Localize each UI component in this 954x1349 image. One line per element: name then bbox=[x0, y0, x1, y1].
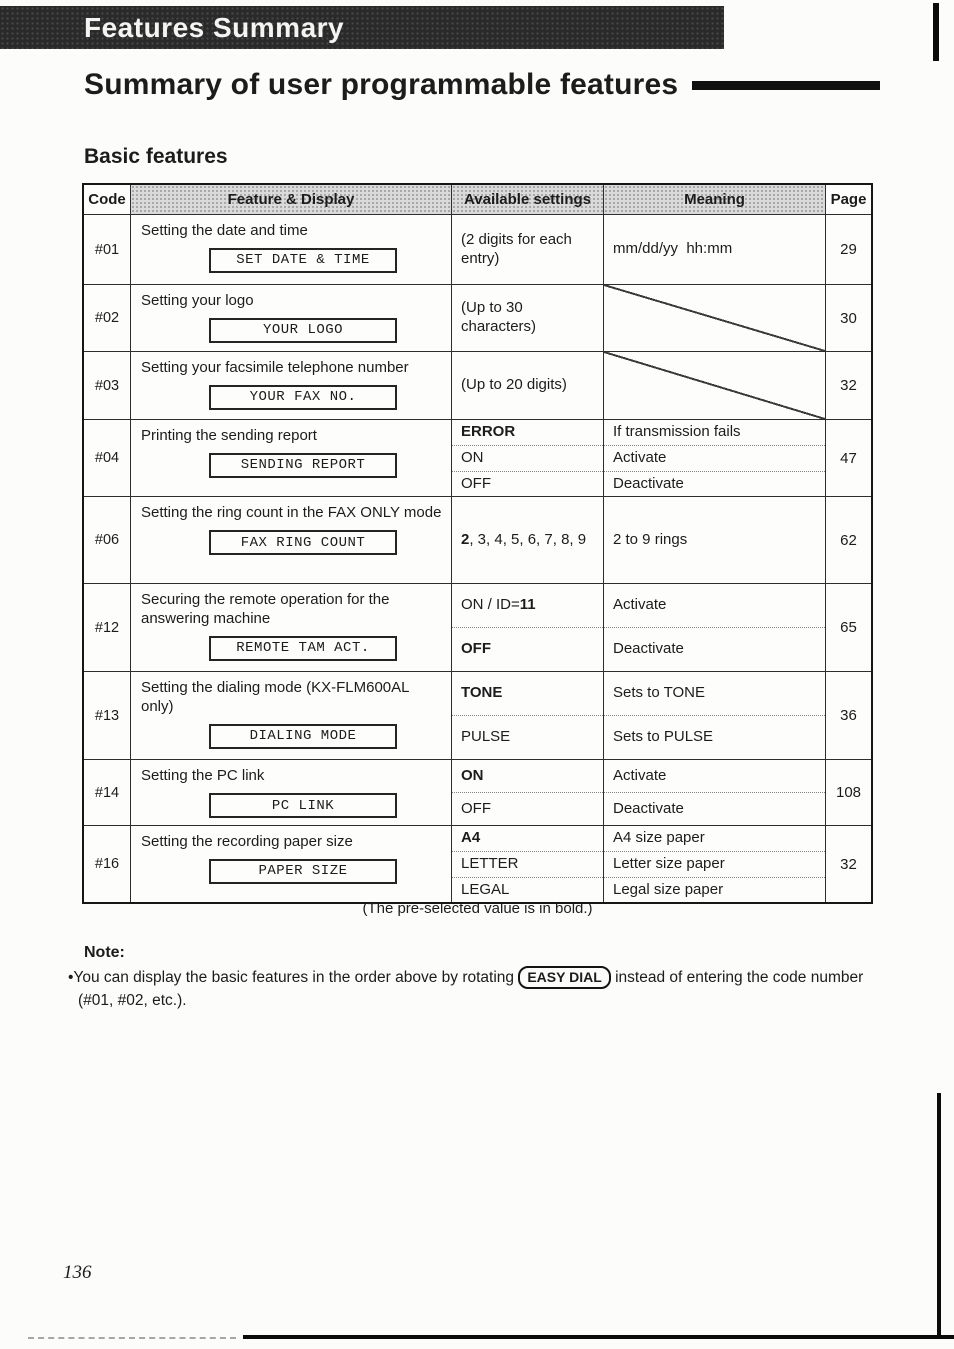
setting-option: LETTER bbox=[452, 851, 603, 877]
display-box bbox=[209, 318, 397, 343]
display-box bbox=[209, 859, 397, 884]
table-row bbox=[84, 583, 871, 671]
page-ref: 30 bbox=[825, 285, 871, 351]
note-text-pre: •You can display the basic features in the order above by rotating bbox=[68, 969, 519, 986]
feature-cell bbox=[130, 760, 451, 825]
header-page: Page bbox=[825, 185, 871, 214]
setting-option: 2 , 3, 4, 5, 6, 7, 8, 9 bbox=[461, 530, 587, 548]
note-label: Note: bbox=[84, 944, 125, 961]
feature-code: #12 bbox=[94, 619, 120, 636]
feature-cell bbox=[130, 497, 451, 583]
note-text-post: instead of entering the code number (#01, #02, etc.). bbox=[78, 969, 864, 1010]
feature-code: #03 bbox=[94, 377, 120, 394]
title-rule bbox=[692, 81, 880, 90]
meaning-text: mm/dd/yy hh:mm bbox=[613, 240, 733, 258]
feature-cell bbox=[130, 285, 451, 351]
meaning-cell bbox=[603, 215, 825, 284]
setting-option: TONE bbox=[461, 684, 503, 702]
feature-code: #02 bbox=[94, 310, 120, 326]
display-box bbox=[209, 453, 397, 478]
table-row bbox=[84, 419, 871, 496]
settings-cell bbox=[451, 826, 603, 902]
feature-description: Setting the ring count in the FAX ONLY mode bbox=[141, 504, 442, 522]
header-meaning: Meaning bbox=[603, 185, 825, 214]
page-ref: 62 bbox=[825, 497, 871, 583]
meaning-cell bbox=[603, 497, 825, 583]
settings-cell bbox=[451, 672, 603, 759]
chapter-banner bbox=[0, 6, 724, 49]
meaning-cell bbox=[603, 672, 825, 759]
display-text: FAX RING COUNT bbox=[240, 534, 366, 551]
display-text: SENDING REPORT bbox=[240, 457, 366, 474]
feature-code: #14 bbox=[94, 784, 120, 801]
feature-description: Setting the dialing mode (KX-FLM600AL only) bbox=[141, 679, 409, 715]
display-text: PC LINK bbox=[271, 797, 335, 814]
meaning-cell bbox=[603, 420, 825, 496]
page-ref: 32 bbox=[825, 352, 871, 419]
feature-description: Setting the recording paper size bbox=[141, 833, 353, 850]
page-ref: 32 bbox=[825, 826, 871, 902]
setting-option: OFF bbox=[452, 792, 603, 825]
meaning-text: Deactivate bbox=[604, 627, 825, 671]
setting-option: OFF bbox=[452, 627, 603, 671]
page-ref: 65 bbox=[825, 584, 871, 671]
display-text: YOUR FAX NO. bbox=[249, 389, 357, 406]
feature-cell bbox=[130, 352, 451, 419]
scan-artifact-bottom-rule bbox=[243, 1335, 954, 1339]
settings-cell bbox=[451, 420, 603, 496]
settings-cell bbox=[451, 584, 603, 671]
feature-code: #13 bbox=[94, 707, 120, 724]
setting-option: (Up to 20 digits) bbox=[461, 376, 567, 394]
feature-description: Setting your facsimile telephone number bbox=[141, 359, 409, 376]
display-text: SET DATE & TIME bbox=[236, 252, 370, 269]
meaning-cell bbox=[603, 285, 825, 351]
page-ref: 47 bbox=[825, 420, 871, 496]
feature-description: Printing the sending report bbox=[141, 427, 317, 444]
page-ref: 29 bbox=[825, 215, 871, 284]
table-caption: (The pre-selected value is in bold.) bbox=[362, 900, 593, 917]
easy-dial-button: EASY DIAL bbox=[518, 966, 610, 989]
settings-cell bbox=[451, 497, 603, 583]
display-text: DIALING MODE bbox=[249, 728, 357, 745]
display-box bbox=[209, 793, 397, 818]
feature-code: #01 bbox=[94, 241, 120, 258]
display-box bbox=[209, 248, 397, 273]
settings-cell bbox=[451, 215, 603, 284]
page-title-row bbox=[84, 68, 880, 102]
display-box bbox=[209, 636, 397, 661]
setting-option: LEGAL bbox=[452, 877, 603, 903]
table-body bbox=[84, 215, 871, 902]
meaning-text: Activate bbox=[604, 445, 825, 471]
setting-option: ERROR bbox=[461, 423, 516, 440]
scan-artifact-right-top bbox=[933, 3, 939, 61]
display-text: REMOTE TAM ACT. bbox=[236, 640, 370, 657]
header-code: Code bbox=[88, 191, 126, 208]
setting-option: (2 digits for each entry) bbox=[461, 230, 577, 267]
table-row bbox=[84, 215, 871, 284]
feature-cell bbox=[130, 420, 451, 496]
meaning-text: 2 to 9 rings bbox=[613, 530, 688, 548]
display-text: PAPER SIZE bbox=[258, 863, 348, 880]
settings-cell bbox=[451, 760, 603, 825]
feature-description: Setting the PC link bbox=[141, 767, 265, 785]
section-title: Basic features bbox=[84, 145, 228, 168]
feature-description: Setting your logo bbox=[141, 292, 254, 309]
table-row bbox=[84, 284, 871, 351]
feature-description: Setting the date and time bbox=[141, 222, 308, 239]
meaning-text: Activate bbox=[613, 596, 667, 614]
table-row bbox=[84, 496, 871, 583]
header-feature-display: Feature & Display bbox=[130, 185, 451, 214]
meaning-text: If transmission fails bbox=[613, 423, 741, 440]
meaning-text: Activate bbox=[613, 766, 667, 784]
meaning-text: Deactivate bbox=[604, 792, 825, 825]
page-title: Summary of user programmable features bbox=[84, 68, 679, 101]
meaning-text: Deactivate bbox=[604, 471, 825, 497]
table-row bbox=[84, 671, 871, 759]
setting-option: ON bbox=[452, 445, 603, 471]
meaning-cell bbox=[603, 352, 825, 419]
meaning-cell bbox=[603, 760, 825, 825]
meaning-cell bbox=[603, 584, 825, 671]
meaning-cell bbox=[603, 826, 825, 902]
page-ref: 36 bbox=[825, 672, 871, 759]
settings-cell bbox=[451, 285, 603, 351]
display-box bbox=[209, 724, 397, 749]
chapter-banner-title: Features Summary bbox=[84, 11, 345, 43]
table-row bbox=[84, 351, 871, 419]
meaning-text: A4 size paper bbox=[613, 829, 705, 846]
display-text: YOUR LOGO bbox=[262, 322, 344, 339]
feature-cell bbox=[130, 215, 451, 284]
feature-description: Securing the remote operation for the answering machine bbox=[141, 591, 390, 627]
page-number: 136 bbox=[63, 1262, 92, 1283]
meaning-text: Sets to PULSE bbox=[604, 715, 825, 759]
note-text bbox=[68, 966, 880, 1013]
feature-code: #04 bbox=[94, 450, 120, 467]
meaning-text: Legal size paper bbox=[604, 877, 825, 903]
setting-option: ON / ID= 11 bbox=[461, 596, 536, 614]
setting-option: (Up to 30 characters) bbox=[461, 299, 537, 335]
setting-option: PULSE bbox=[452, 715, 603, 759]
meaning-text: Letter size paper bbox=[604, 851, 825, 877]
meaning-text: Sets to TONE bbox=[613, 684, 705, 702]
display-box bbox=[209, 385, 397, 410]
setting-option: A4 bbox=[461, 829, 481, 846]
feature-cell bbox=[130, 672, 451, 759]
header-available-settings: Available settings bbox=[451, 185, 603, 214]
feature-cell bbox=[130, 584, 451, 671]
table-header-row bbox=[84, 185, 871, 215]
setting-option: ON bbox=[461, 766, 484, 784]
table-row bbox=[84, 825, 871, 902]
scan-artifact-bottom-dashes bbox=[28, 1337, 236, 1339]
scan-artifact-right-bottom bbox=[937, 1093, 941, 1336]
feature-cell bbox=[130, 826, 451, 902]
setting-option: OFF bbox=[452, 471, 603, 497]
table-row bbox=[84, 759, 871, 825]
feature-code: #06 bbox=[94, 532, 120, 549]
features-table bbox=[82, 183, 873, 904]
feature-code: #16 bbox=[94, 856, 120, 873]
settings-cell bbox=[451, 352, 603, 419]
display-box bbox=[209, 530, 397, 555]
page-ref: 108 bbox=[825, 760, 871, 825]
